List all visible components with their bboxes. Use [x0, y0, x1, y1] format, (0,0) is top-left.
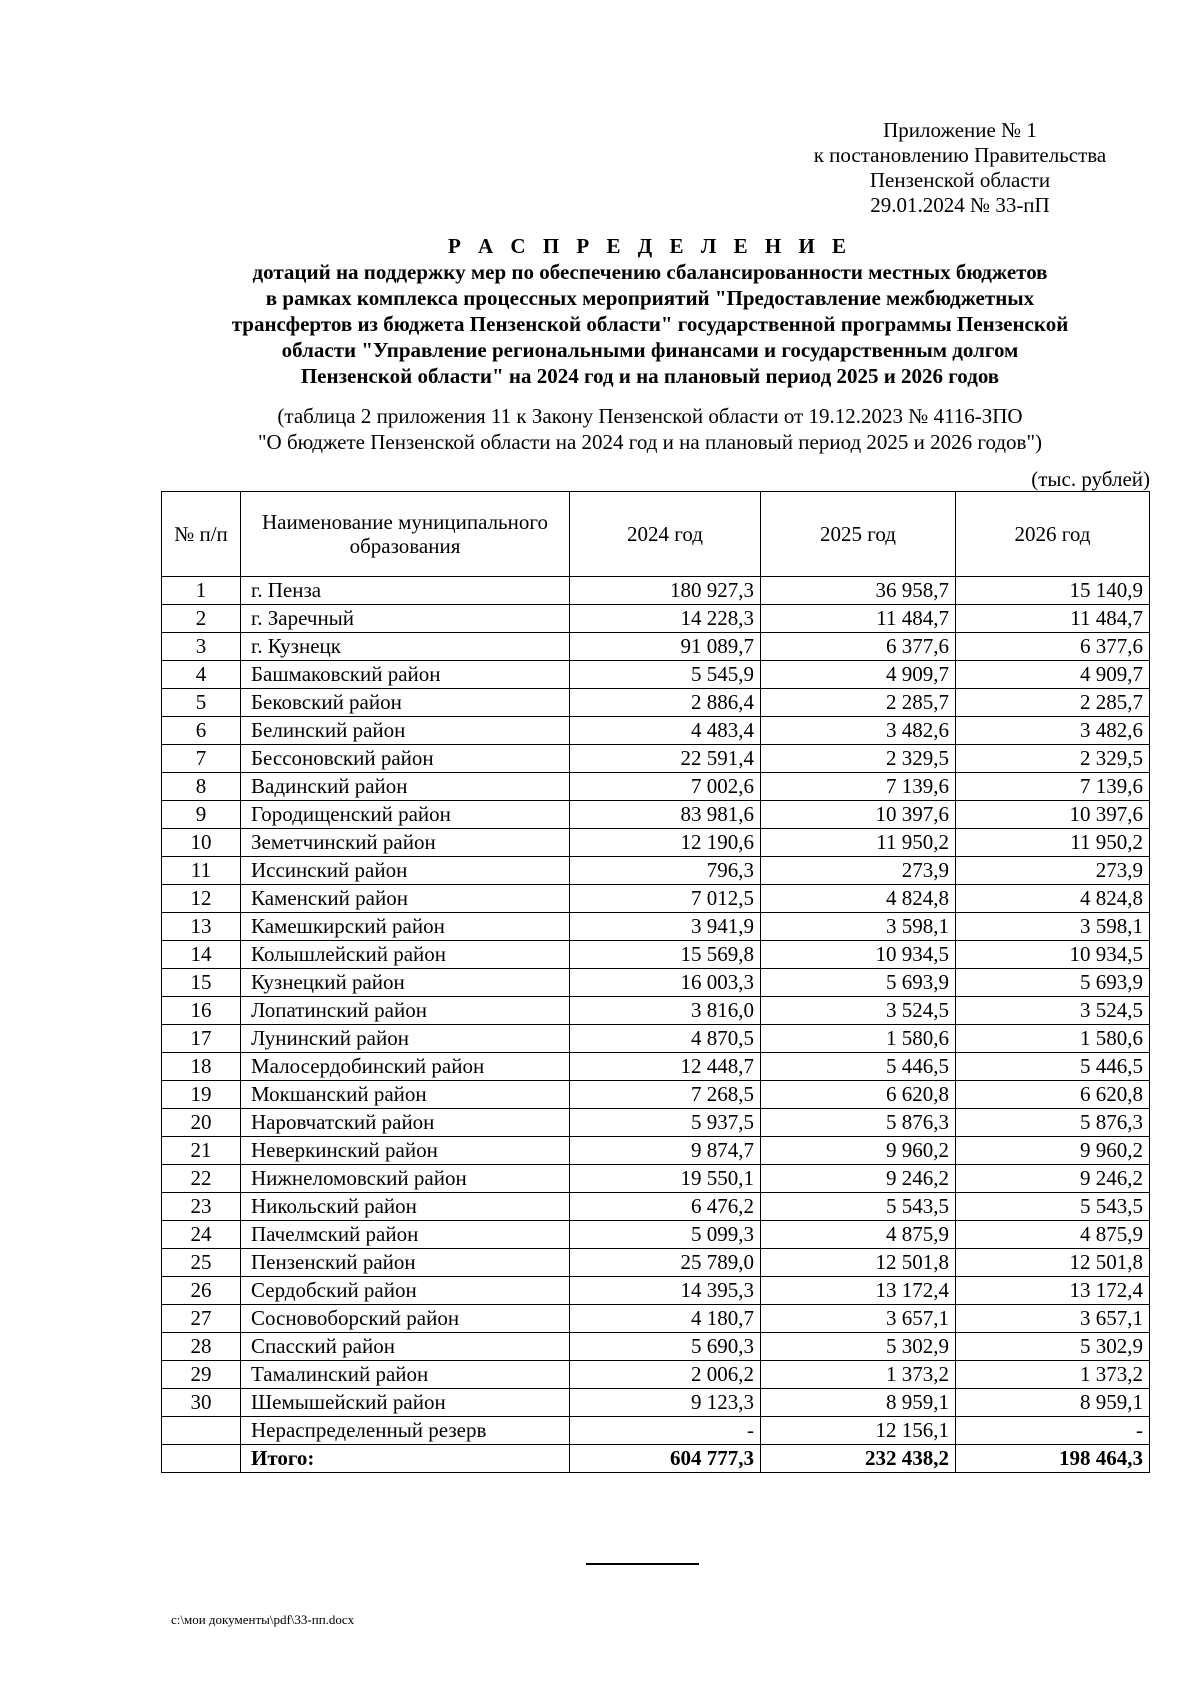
cell-num: 11: [162, 857, 241, 885]
cell-name: Колышлейский район: [241, 941, 570, 969]
cell-num: 6: [162, 717, 241, 745]
cell-num: 12: [162, 885, 241, 913]
table-row: [162, 1193, 1150, 1221]
cell-num: 23: [162, 1193, 241, 1221]
cell-2026: 4 909,7: [956, 661, 1150, 689]
table-row: [162, 1137, 1150, 1165]
cell-num: 16: [162, 997, 241, 1025]
cell-name: Малосердобинский район: [241, 1053, 570, 1081]
document-subtitle: [150, 259, 1150, 389]
cell-name: Нижнеломовский район: [241, 1165, 570, 1193]
cell-2026: 10 934,5: [956, 941, 1150, 969]
cell-name: Белинский район: [241, 717, 570, 745]
table-row: [162, 661, 1150, 689]
cell-2024: 25 789,0: [570, 1249, 761, 1277]
cell-name: Камешкирский район: [241, 913, 570, 941]
subtitle-line: трансфертов из бюджета Пензенской области" государственной программы Пензенской: [231, 312, 1069, 336]
cell-2025: 6 620,8: [761, 1081, 956, 1109]
cell-num: 22: [162, 1165, 241, 1193]
cell-2026: 6 620,8: [956, 1081, 1150, 1109]
cell-2026: -: [956, 1417, 1150, 1445]
cell-num: 10: [162, 829, 241, 857]
cell-2024: 2 886,4: [570, 689, 761, 717]
cell-2026: 8 959,1: [956, 1389, 1150, 1417]
cell-2025: 3 524,5: [761, 997, 956, 1025]
cell-2025: 5 446,5: [761, 1053, 956, 1081]
cell-name: Пензенский район: [241, 1249, 570, 1277]
cell-num: 28: [162, 1333, 241, 1361]
cell-2026: 7 139,6: [956, 773, 1150, 801]
cell-2024: 4 180,7: [570, 1305, 761, 1333]
cell-2026: 9 960,2: [956, 1137, 1150, 1165]
cell-2024: 3 941,9: [570, 913, 761, 941]
reference-line: (таблица 2 приложения 11 к Закону Пензенской области от 19.12.2023 № 4116-ЗПО: [277, 404, 1023, 428]
cell-num: 17: [162, 1025, 241, 1053]
law-reference: [150, 403, 1150, 455]
cell-2024: 796,3: [570, 857, 761, 885]
cell-2024: 91 089,7: [570, 633, 761, 661]
cell-2026: 3 657,1: [956, 1305, 1150, 1333]
table-body: [162, 577, 1150, 1473]
cell-2024: 9 123,3: [570, 1389, 761, 1417]
document-title: Р А С П Р Е Д Е Л Е Н И Е: [447, 234, 853, 258]
cell-2024: 5 099,3: [570, 1221, 761, 1249]
cell-num: 25: [162, 1249, 241, 1277]
cell-2025: 1 373,2: [761, 1361, 956, 1389]
table-row: [162, 773, 1150, 801]
table-row: [162, 997, 1150, 1025]
cell-name: Вадинский район: [241, 773, 570, 801]
cell-2024: 14 228,3: [570, 605, 761, 633]
cell-name: Кузнецкий район: [241, 969, 570, 997]
cell-name: Спасский район: [241, 1333, 570, 1361]
cell-2026: 12 501,8: [956, 1249, 1150, 1277]
header-name: Наименование муниципального образования: [241, 492, 570, 577]
distribution-table: [161, 491, 1150, 1473]
cell-num: 24: [162, 1221, 241, 1249]
subtitle-line: области "Управление региональными финансами и государственным долгом: [281, 338, 1019, 362]
cell-num: 21: [162, 1137, 241, 1165]
header-2024: 2024 год: [570, 492, 761, 577]
cell-name: г. Заречный: [241, 605, 570, 633]
cell-name: Сердобский район: [241, 1277, 570, 1305]
cell-name: Никольский район: [241, 1193, 570, 1221]
cell-2025: 8 959,1: [761, 1389, 956, 1417]
cell-2026: 5 876,3: [956, 1109, 1150, 1137]
cell-2026: 1 580,6: [956, 1025, 1150, 1053]
table-row: [162, 1305, 1150, 1333]
header-2026: 2026 год: [956, 492, 1150, 577]
cell-2026: 15 140,9: [956, 577, 1150, 605]
table-row: [162, 1221, 1150, 1249]
cell-2025: 9 960,2: [761, 1137, 956, 1165]
cell-2025: 3 598,1: [761, 913, 956, 941]
cell-2024: 2 006,2: [570, 1361, 761, 1389]
cell-num: 4: [162, 661, 241, 689]
cell-2025: 3 482,6: [761, 717, 956, 745]
cell-num: 20: [162, 1109, 241, 1137]
cell-2024: 5 545,9: [570, 661, 761, 689]
table-row: [162, 1361, 1150, 1389]
cell-num: 2: [162, 605, 241, 633]
cell-name: Шемышейский район: [241, 1389, 570, 1417]
cell-2025: 10 934,5: [761, 941, 956, 969]
cell-name: Наровчатский район: [241, 1109, 570, 1137]
cell-name: Бессоновский район: [241, 745, 570, 773]
cell-2026: 4 824,8: [956, 885, 1150, 913]
table-row: [162, 1417, 1150, 1445]
table-row: [162, 1277, 1150, 1305]
cell-name: Земетчинский район: [241, 829, 570, 857]
table-row: [162, 1333, 1150, 1361]
cell-2025: 10 397,6: [761, 801, 956, 829]
cell-name: Нераспределенный резерв: [241, 1417, 570, 1445]
table-row: [162, 1081, 1150, 1109]
table-row: [162, 1025, 1150, 1053]
cell-num: 26: [162, 1277, 241, 1305]
cell-name: Тамалинский район: [241, 1361, 570, 1389]
cell-2025: 4 909,7: [761, 661, 956, 689]
cell-2026: 2 285,7: [956, 689, 1150, 717]
table-row: [162, 857, 1150, 885]
cell-num: 30: [162, 1389, 241, 1417]
attachment-line: 29.01.2024 № 33-пП: [870, 193, 1050, 217]
cell-2026: 5 543,5: [956, 1193, 1150, 1221]
cell-num: [162, 1445, 241, 1473]
cell-2025: 3 657,1: [761, 1305, 956, 1333]
cell-num: 14: [162, 941, 241, 969]
cell-2026: 5 693,9: [956, 969, 1150, 997]
table-row: [162, 1165, 1150, 1193]
cell-num: [162, 1417, 241, 1445]
subtitle-line: Пензенской области" на 2024 год и на плановый период 2025 и 2026 годов: [300, 364, 1000, 388]
table-row: [162, 941, 1150, 969]
cell-name: Неверкинский район: [241, 1137, 570, 1165]
cell-2024: 22 591,4: [570, 745, 761, 773]
table-row: [162, 745, 1150, 773]
cell-2024: 6 476,2: [570, 1193, 761, 1221]
cell-2024: 5 937,5: [570, 1109, 761, 1137]
table-row: [162, 1389, 1150, 1417]
cell-2026: 9 246,2: [956, 1165, 1150, 1193]
subtitle-line: дотаций на поддержку мер по обеспечению сбалансированности местных бюджетов: [252, 260, 1048, 284]
cell-num: 19: [162, 1081, 241, 1109]
cell-name: г. Кузнецк: [241, 633, 570, 661]
table-row: [162, 717, 1150, 745]
cell-name: Бековский район: [241, 689, 570, 717]
cell-2026: 11 950,2: [956, 829, 1150, 857]
table-row: [162, 913, 1150, 941]
attachment-line: Приложение № 1: [883, 118, 1037, 142]
cell-2025: 9 246,2: [761, 1165, 956, 1193]
cell-2026: 3 524,5: [956, 997, 1150, 1025]
cell-2025: 13 172,4: [761, 1277, 956, 1305]
cell-2025: 6 377,6: [761, 633, 956, 661]
table-row: [162, 577, 1150, 605]
table-row: [162, 885, 1150, 913]
cell-2025: 5 693,9: [761, 969, 956, 997]
cell-2024: 180 927,3: [570, 577, 761, 605]
cell-num: 3: [162, 633, 241, 661]
table-row: [162, 969, 1150, 997]
cell-num: 13: [162, 913, 241, 941]
cell-num: 9: [162, 801, 241, 829]
cell-2026: 11 484,7: [956, 605, 1150, 633]
cell-name: Лопатинский район: [241, 997, 570, 1025]
cell-2026: 4 875,9: [956, 1221, 1150, 1249]
cell-2026: 5 446,5: [956, 1053, 1150, 1081]
total-2026: 198 464,3: [956, 1445, 1150, 1473]
cell-2024: 14 395,3: [570, 1277, 761, 1305]
attachment-line: к постановлению Правительства: [813, 143, 1107, 167]
cell-2025: 36 958,7: [761, 577, 956, 605]
cell-num: 15: [162, 969, 241, 997]
end-separator-line: [586, 1563, 699, 1565]
cell-name: Мокшанский район: [241, 1081, 570, 1109]
cell-2026: 3 598,1: [956, 913, 1150, 941]
header-2025: 2025 год: [761, 492, 956, 577]
cell-name: Башмаковский район: [241, 661, 570, 689]
cell-2024: 9 874,7: [570, 1137, 761, 1165]
cell-num: 18: [162, 1053, 241, 1081]
cell-name: Городищенский район: [241, 801, 570, 829]
cell-2024: 4 483,4: [570, 717, 761, 745]
cell-name: Лунинский район: [241, 1025, 570, 1053]
attachment-block: [790, 118, 1130, 218]
cell-2026: 273,9: [956, 857, 1150, 885]
cell-2026: 10 397,6: [956, 801, 1150, 829]
total-row: [162, 1445, 1150, 1473]
cell-2025: 5 302,9: [761, 1333, 956, 1361]
cell-2024: 83 981,6: [570, 801, 761, 829]
cell-2026: 1 373,2: [956, 1361, 1150, 1389]
cell-2025: 2 285,7: [761, 689, 956, 717]
cell-2024: 19 550,1: [570, 1165, 761, 1193]
attachment-line: Пензенской области: [869, 168, 1051, 192]
table-row: [162, 1109, 1150, 1137]
cell-2024: 15 569,8: [570, 941, 761, 969]
cell-2026: 13 172,4: [956, 1277, 1150, 1305]
cell-2024: 16 003,3: [570, 969, 761, 997]
cell-num: 29: [162, 1361, 241, 1389]
table-row: [162, 1249, 1150, 1277]
table-row: [162, 605, 1150, 633]
file-path-footer: c:\мои документы\pdf\33-пп.docx: [171, 1612, 355, 1627]
total-2025: 232 438,2: [761, 1445, 956, 1473]
cell-2026: 5 302,9: [956, 1333, 1150, 1361]
table-row: [162, 689, 1150, 717]
cell-name: г. Пенза: [241, 577, 570, 605]
cell-2025: 5 876,3: [761, 1109, 956, 1137]
cell-2024: 3 816,0: [570, 997, 761, 1025]
table-row: [162, 633, 1150, 661]
header-num: № п/п: [162, 492, 241, 577]
cell-2024: 7 268,5: [570, 1081, 761, 1109]
cell-2025: 273,9: [761, 857, 956, 885]
cell-num: 1: [162, 577, 241, 605]
cell-2025: 5 543,5: [761, 1193, 956, 1221]
cell-name: Пачелмский район: [241, 1221, 570, 1249]
cell-2026: 2 329,5: [956, 745, 1150, 773]
cell-2024: 12 190,6: [570, 829, 761, 857]
cell-2024: 5 690,3: [570, 1333, 761, 1361]
cell-2024: 7 002,6: [570, 773, 761, 801]
table-row: [162, 1053, 1150, 1081]
subtitle-line: в рамках комплекса процессных мероприятий "Предоставление межбюджетных: [265, 286, 1035, 310]
table-header-row: [162, 492, 1150, 577]
table-row: [162, 801, 1150, 829]
document-heading: [150, 233, 1150, 389]
units-label: (тыс. рублей): [1031, 467, 1150, 491]
cell-name: Сосновоборский район: [241, 1305, 570, 1333]
cell-name: Иссинский район: [241, 857, 570, 885]
cell-num: 7: [162, 745, 241, 773]
cell-num: 8: [162, 773, 241, 801]
cell-num: 27: [162, 1305, 241, 1333]
cell-2024: 12 448,7: [570, 1053, 761, 1081]
cell-num: 5: [162, 689, 241, 717]
cell-2025: 12 156,1: [761, 1417, 956, 1445]
cell-2024: 7 012,5: [570, 885, 761, 913]
cell-2025: 4 824,8: [761, 885, 956, 913]
cell-2025: 1 580,6: [761, 1025, 956, 1053]
cell-2025: 11 484,7: [761, 605, 956, 633]
total-label: Итого:: [241, 1445, 570, 1473]
cell-2025: 4 875,9: [761, 1221, 956, 1249]
cell-name: Каменский район: [241, 885, 570, 913]
reference-line: "О бюджете Пензенской области на 2024 год и на плановый период 2025 и 2026 годов"): [257, 430, 1043, 454]
cell-2024: -: [570, 1417, 761, 1445]
cell-2026: 6 377,6: [956, 633, 1150, 661]
cell-2026: 3 482,6: [956, 717, 1150, 745]
cell-2025: 12 501,8: [761, 1249, 956, 1277]
cell-2025: 2 329,5: [761, 745, 956, 773]
table-row: [162, 829, 1150, 857]
cell-2025: 11 950,2: [761, 829, 956, 857]
cell-2025: 7 139,6: [761, 773, 956, 801]
total-2024: 604 777,3: [570, 1445, 761, 1473]
cell-2024: 4 870,5: [570, 1025, 761, 1053]
